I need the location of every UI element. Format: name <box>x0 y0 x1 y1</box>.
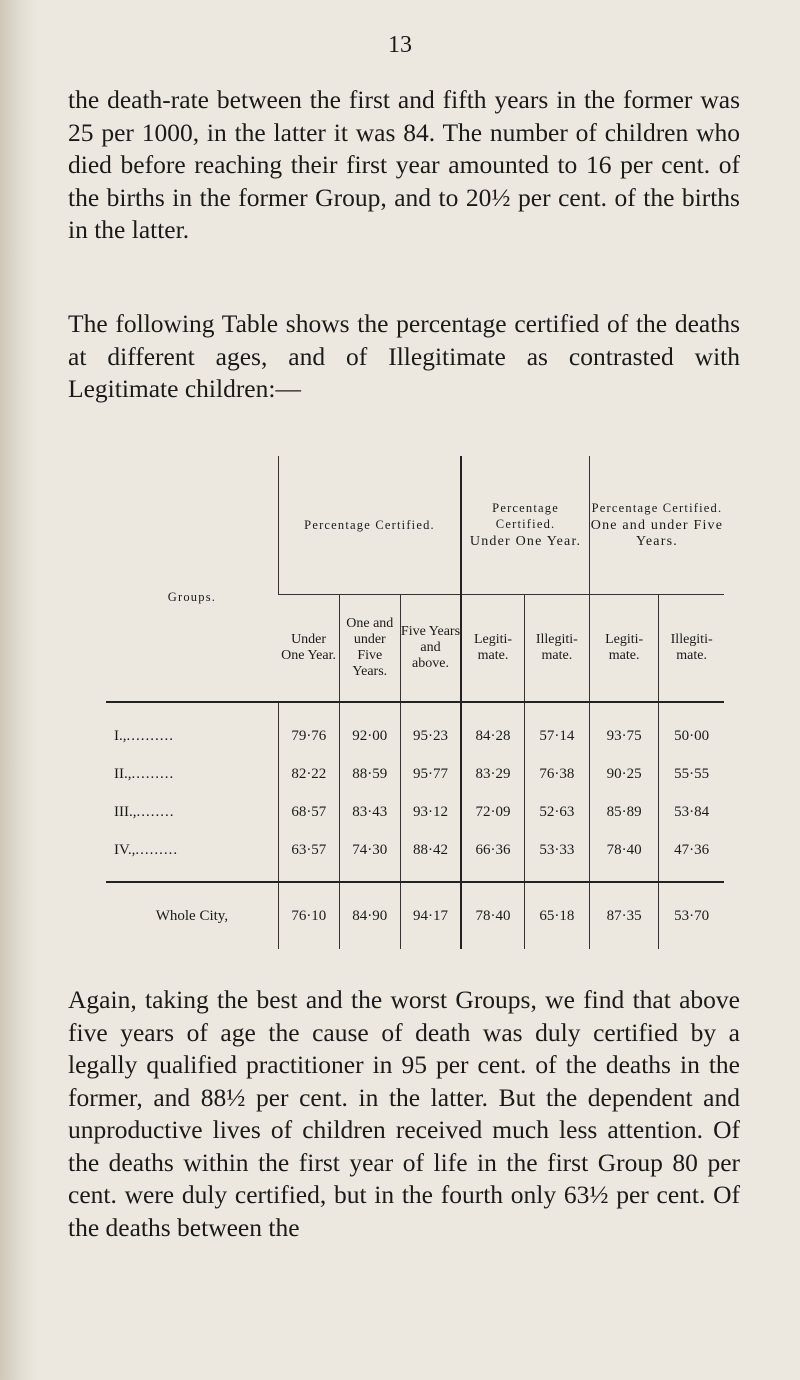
certification-table <box>106 456 724 949</box>
cell: 82·22 <box>278 755 339 793</box>
cell: 83·29 <box>461 755 524 793</box>
cell: 94·17 <box>400 882 461 949</box>
table-row <box>106 831 724 882</box>
group-label: I.,.......... <box>106 702 278 755</box>
table-row <box>106 755 724 793</box>
col-illegitimate-one-five: Illegiti-mate. <box>659 595 724 703</box>
table-row <box>106 793 724 831</box>
cell: 84·28 <box>461 702 524 755</box>
cell: 57·14 <box>524 702 589 755</box>
page-number: 13 <box>388 32 412 58</box>
pct-one-five-header: Percentage Certified. One and under Five Years. <box>589 456 724 595</box>
table-row-whole-city <box>106 882 724 949</box>
col-legitimate-under-one: Legiti-mate. <box>461 595 524 703</box>
cell: 53·33 <box>524 831 589 882</box>
group-label: II.,......... <box>114 765 175 782</box>
table-row <box>106 702 724 755</box>
cell: 88·42 <box>400 831 461 882</box>
cell: 95·77 <box>400 755 461 793</box>
paragraph-comparison: Again, taking the best and the worst Groups, we find that above five years of age the cause of death was duly certified by a legally qualified practitioner in 95 per cent. of the deaths in the former, and 88½ per cent. in the latter. But the dependent and unproductive lives of children received much less attention. Of the deaths within the first year of life in the first Group 80 per cent. were duly certified, but in the fourth only 63½ per cent. Of the deaths between the <box>68 985 740 1242</box>
pct-under-one-header: Percentage Certified. Under One Year. <box>461 456 589 595</box>
cell: 84·90 <box>339 882 400 949</box>
cell: 79·76 <box>278 702 339 755</box>
paragraph-death-rate: the death-rate between the first and fifth years in the former was 25 per 1000, in the latter it was 84. The number of children who died before reaching their first year amounted to 16 per cent. of the births in the former Group, and to 20½ per cent. of the births in the latter. <box>68 85 740 244</box>
cell: 53·70 <box>659 882 724 949</box>
cell: 55·55 <box>659 755 724 793</box>
group-label: Whole City, <box>106 882 278 949</box>
group-label: III.,........ <box>114 803 175 820</box>
cell: 95·23 <box>400 702 461 755</box>
cell: 50·00 <box>659 702 724 755</box>
pct-under-one-sub: Under One Year. <box>469 534 582 549</box>
cell: 83·43 <box>339 793 400 831</box>
cell: 68·57 <box>278 793 339 831</box>
cell: 78·40 <box>461 882 524 949</box>
groups-header: Groups. <box>167 590 217 604</box>
cell: 66·36 <box>461 831 524 882</box>
cell: 87·35 <box>589 882 658 949</box>
col-under-one-year: Under One Year. <box>278 595 339 703</box>
cell: 74·30 <box>339 831 400 882</box>
group-label: IV.,......... <box>114 841 179 858</box>
cell: 93·12 <box>400 793 461 831</box>
col-legitimate-one-five: Legiti-mate. <box>589 595 658 703</box>
cell: 53·84 <box>659 793 724 831</box>
cell: 65·18 <box>524 882 589 949</box>
cell: 88·59 <box>339 755 400 793</box>
cell: 76·38 <box>524 755 589 793</box>
cell: 78·40 <box>589 831 658 882</box>
cell: 85·89 <box>589 793 658 831</box>
col-one-to-five: One and under Five Years. <box>339 595 400 703</box>
paragraph-table-intro: The following Table shows the percentage certified of the deaths at different ages, and of Illegitimate as contrasted with Legitimate children:— <box>68 309 740 403</box>
pct-certified-header: Percentage Certified. <box>278 456 461 595</box>
cell: 93·75 <box>589 702 658 755</box>
col-five-and-above: Five Years and above. <box>400 595 461 703</box>
cell: 76·10 <box>278 882 339 949</box>
pct-one-five-sub: One and under Five Years. <box>590 518 724 549</box>
cell: 72·09 <box>461 793 524 831</box>
cell: 47·36 <box>659 831 724 882</box>
col-illegitimate-under-one: Illegiti-mate. <box>524 595 589 703</box>
cell: 92·00 <box>339 702 400 755</box>
cell: 52·63 <box>524 793 589 831</box>
cell: 63·57 <box>278 831 339 882</box>
page-margin-shadow <box>0 0 38 1380</box>
cell: 90·25 <box>589 755 658 793</box>
